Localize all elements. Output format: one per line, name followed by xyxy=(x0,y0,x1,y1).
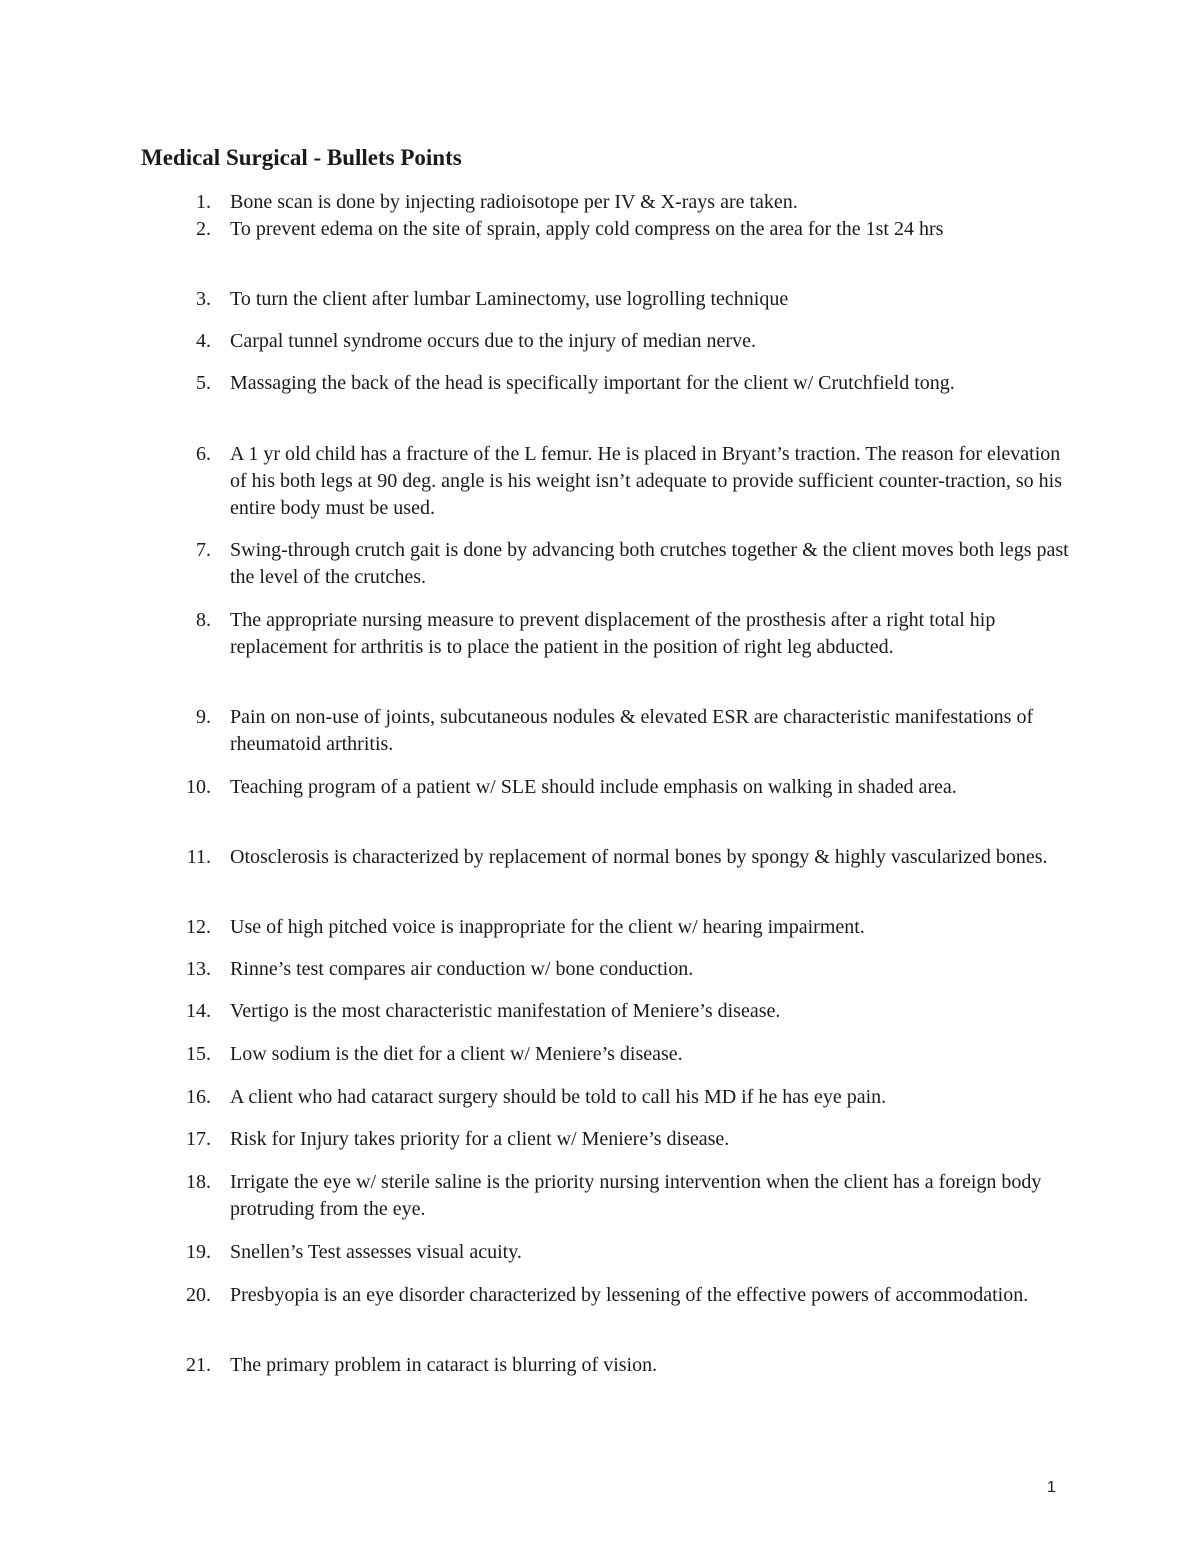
item-number: 5. xyxy=(196,372,211,394)
item-number: 4. xyxy=(196,330,211,352)
item-text: A client who had cataract surgery should be told to call his MD if he has eye pain. xyxy=(230,1086,887,1108)
item-text: Risk for Injury takes priority for a client w/ Meniere’s disease. xyxy=(230,1128,730,1150)
item-number: 15. xyxy=(186,1043,211,1065)
item-text: A 1 yr old child has a fracture of the L femur. He is placed in Bryant’s traction. The reason for elevation of his both legs at 90 deg. angle is his weight isn’t adequate to provide sufficient counter-traction, so his entire body must be used. xyxy=(230,443,1063,519)
item-number: 7. xyxy=(196,539,211,561)
item-number: 3. xyxy=(196,288,211,310)
page-title: Medical Surgical - Bullets Points xyxy=(141,145,462,170)
item-number: 17. xyxy=(186,1128,211,1150)
item-number: 10. xyxy=(186,776,211,798)
item-text: Otosclerosis is characterized by replacement of normal bones by spongy & highly vascularized bones. xyxy=(230,846,1048,868)
item-number: 20. xyxy=(186,1284,211,1306)
item-text: Presbyopia is an eye disorder characterized by lessening of the effective powers of accommodation. xyxy=(230,1284,1029,1306)
item-number: 2. xyxy=(196,218,211,240)
item-text: Massaging the back of the head is specifically important for the client w/ Crutchfield tong. xyxy=(230,372,955,394)
item-text: Snellen’s Test assesses visual acuity. xyxy=(230,1241,522,1263)
item-text: Bone scan is done by injecting radioisotope per IV & X-rays are taken. xyxy=(230,191,798,213)
item-text: To turn the client after lumbar Laminectomy, use logrolling technique xyxy=(230,288,789,310)
item-text: To prevent edema on the site of sprain, apply cold compress on the area for the 1st 24 hrs xyxy=(230,218,944,240)
item-text: The primary problem in cataract is blurring of vision. xyxy=(230,1354,658,1376)
item-text: Use of high pitched voice is inappropriate for the client w/ hearing impairment. xyxy=(230,916,865,938)
item-number: 13. xyxy=(186,958,211,980)
item-text: Swing-through crutch gait is done by advancing both crutches together & the client moves both legs past the level of the crutches. xyxy=(230,539,1069,588)
item-number: 8. xyxy=(196,609,211,631)
item-text: Pain on non-use of joints, subcutaneous nodules & elevated ESR are characteristic manifestations of rheumatoid arthritis. xyxy=(230,706,1034,755)
item-number: 6. xyxy=(196,443,211,465)
item-number: 19. xyxy=(186,1241,211,1263)
item-number: 21. xyxy=(186,1354,211,1376)
item-text: The appropriate nursing measure to prevent displacement of the prosthesis after a right total hip replacement for arthritis is to place the patient in the position of right leg abducted. xyxy=(230,609,996,658)
item-text: Low sodium is the diet for a client w/ Meniere’s disease. xyxy=(230,1043,683,1065)
item-text: Rinne’s test compares air conduction w/ bone conduction. xyxy=(230,958,694,980)
item-number: 16. xyxy=(186,1086,211,1108)
item-number: 18. xyxy=(186,1171,211,1193)
item-text: Vertigo is the most characteristic manifestation of Meniere’s disease. xyxy=(230,1000,781,1022)
item-text: Teaching program of a patient w/ SLE should include emphasis on walking in shaded area. xyxy=(230,776,957,798)
item-number: 9. xyxy=(196,706,211,728)
item-number: 1. xyxy=(196,191,211,213)
item-text: Irrigate the eye w/ sterile saline is the priority nursing intervention when the client has a foreign body protruding from the eye. xyxy=(230,1171,1042,1220)
item-number: 12. xyxy=(186,916,211,938)
item-number: 14. xyxy=(186,1000,211,1022)
item-number: 11. xyxy=(186,846,211,868)
item-text: Carpal tunnel syndrome occurs due to the injury of median nerve. xyxy=(230,330,756,352)
page-number: 1 xyxy=(1047,1479,1056,1496)
